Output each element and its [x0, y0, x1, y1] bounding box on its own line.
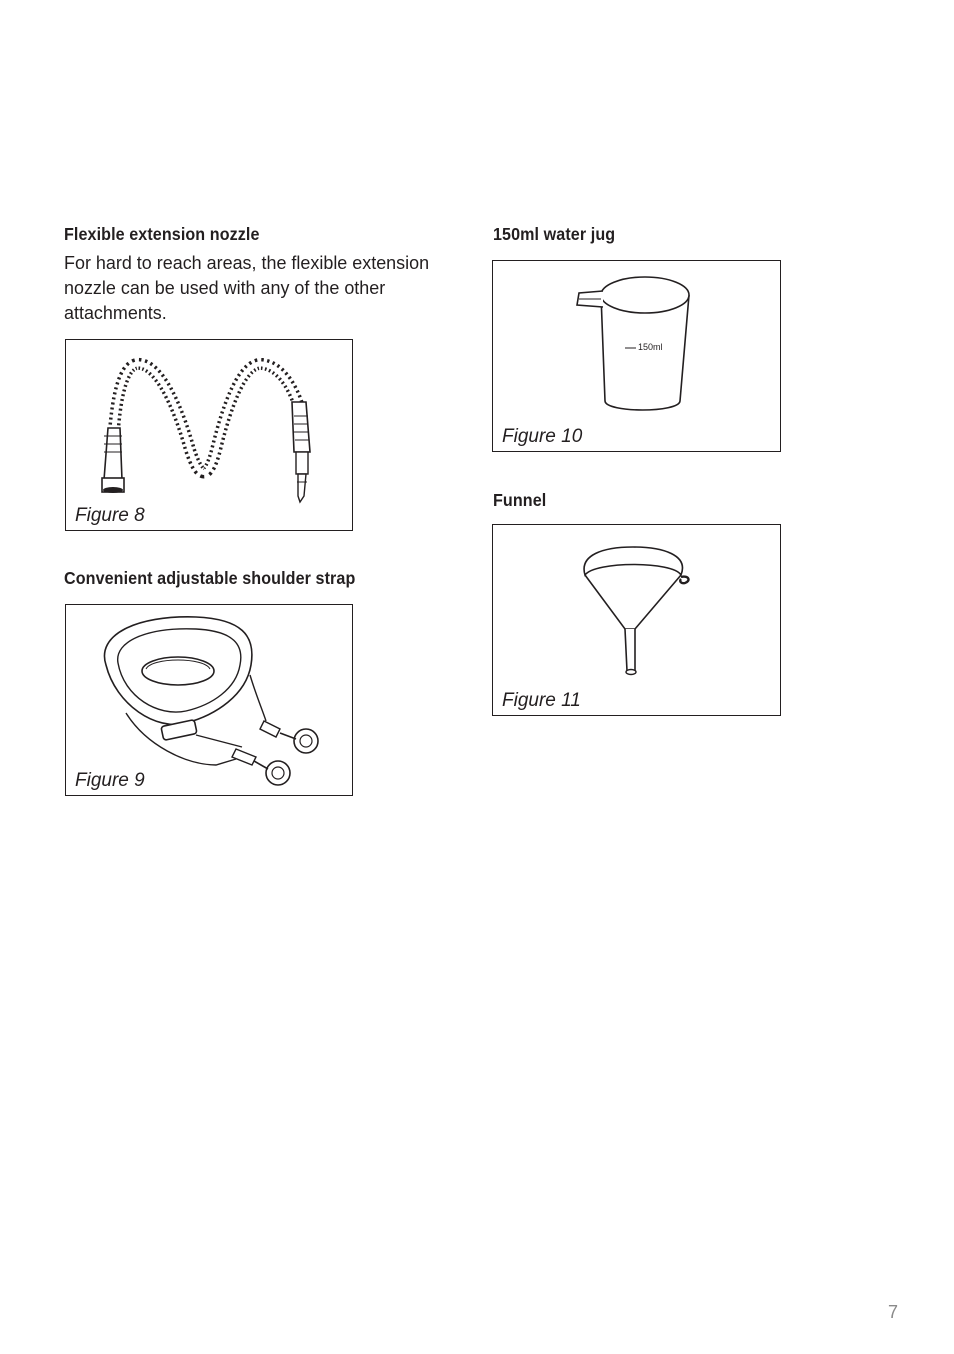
jug-capacity-label: 150ml — [638, 342, 663, 352]
figure-9-box — [65, 604, 353, 796]
figure-10-caption: Figure 10 — [502, 426, 583, 447]
nozzle-heading: Flexible extension nozzle — [64, 224, 260, 244]
page-number: 7 — [888, 1302, 899, 1322]
figure-11-box — [492, 524, 781, 716]
jug-heading: 150ml water jug — [493, 224, 616, 244]
funnel-heading: Funnel — [493, 490, 547, 510]
figure-11-caption: Figure 11 — [502, 690, 581, 711]
figure-8-box — [65, 339, 353, 531]
strap-heading: Convenient adjustable shoulder strap — [64, 568, 356, 588]
figure-9-caption: Figure 9 — [75, 770, 145, 791]
shoulder-strap-illustration — [66, 605, 352, 795]
figure-10-box — [492, 260, 781, 452]
nozzle-description: For hard to reach areas, the flexible extension nozzle can be used with any of the other attachments. — [64, 252, 430, 323]
figure-8-caption: Figure 8 — [75, 505, 145, 526]
extension-nozzle-illustration — [66, 340, 352, 530]
funnel-illustration — [493, 525, 780, 715]
water-jug-illustration — [493, 261, 780, 451]
